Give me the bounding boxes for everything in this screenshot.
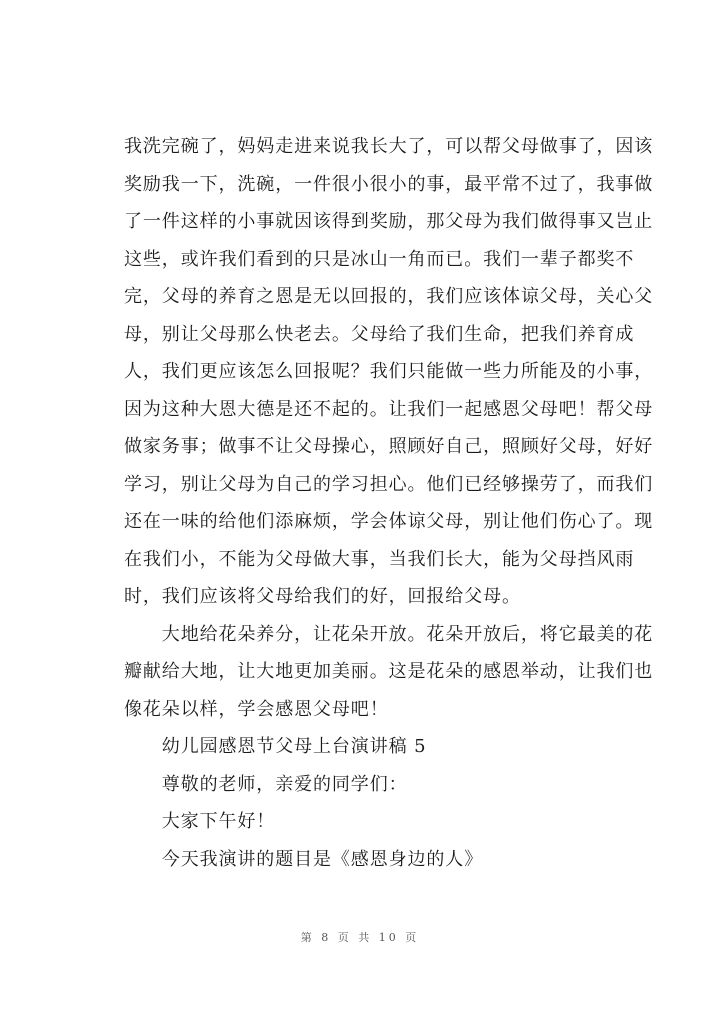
speech-afternoon-greeting: [124, 803, 598, 841]
text-line: 母，别让父母那么快老去。父母给了我们生命，把我们养育成: [124, 323, 635, 345]
speech-greeting: [124, 766, 598, 804]
text-line: 大地给花朵养分，让花朵开放。花朵开放后，将它最美的花: [124, 623, 654, 645]
document-body: [124, 128, 654, 878]
speech-title: [124, 728, 598, 766]
text-line: 像花朵以样，学会感恩父母吧！: [124, 698, 389, 720]
text-line: 完，父母的养育之恩是无以回报的，我们应该体谅父母，关心父: [124, 286, 654, 307]
text-line: 人，我们更应该怎么回报呢？我们只能做一些力所能及的小事，: [124, 361, 654, 382]
text-line: 时，我们应该将父母给我们的好，回报给父母。: [124, 586, 521, 607]
text-line: 学习，别让父母为自己的学习担心。他们已经够操劳了，而我们: [124, 473, 654, 495]
text-line: 我洗完碗了，妈妈走进来说我长大了，可以帮父母做事了，因该: [124, 136, 654, 157]
text-line: 幼儿园感恩节父母上台演讲稿 5: [124, 736, 427, 757]
text-line: 大家下午好！: [124, 811, 276, 832]
text-line: 还在一味的给他们添麻烦，学会体谅父母，别让他们伤心了。现: [124, 511, 654, 532]
text-line: 做家务事；做事不让父母操心，照顾好自己，照顾好父母，好好: [124, 436, 654, 457]
text-line: 因为这种大恩大德是还不起的。让我们一起感恩父母吧！帮父母: [124, 398, 654, 420]
text-line: 奖励我一下，洗碗，一件很小很小的事，最平常不过了，我事做: [124, 173, 654, 195]
page-number-footer: 第 8 页 共 10 页: [300, 931, 420, 944]
text-line: 瓣献给大地，让大地更加美丽。这是花朵的感恩举动，让我们也: [124, 661, 654, 682]
speech-topic: [124, 841, 598, 879]
text-line: 这些，或许我们看到的只是冰山一角而已。我们一辈子都奖不: [124, 248, 635, 270]
paragraph-flower-analogy: [124, 616, 654, 729]
text-line: 尊敬的老师，亲爱的同学们：: [124, 773, 408, 795]
text-line: 在我们小，不能为父母做大事，当我们长大，能为父母挡风雨: [124, 548, 635, 570]
text-line: 今天我演讲的题目是《感恩身边的人》: [124, 848, 484, 870]
paragraph-gratitude-parents: [124, 128, 654, 616]
text-line: 了一件这样的小事就因该得到奖励，那父母为我们做得事又岂止: [124, 211, 654, 232]
